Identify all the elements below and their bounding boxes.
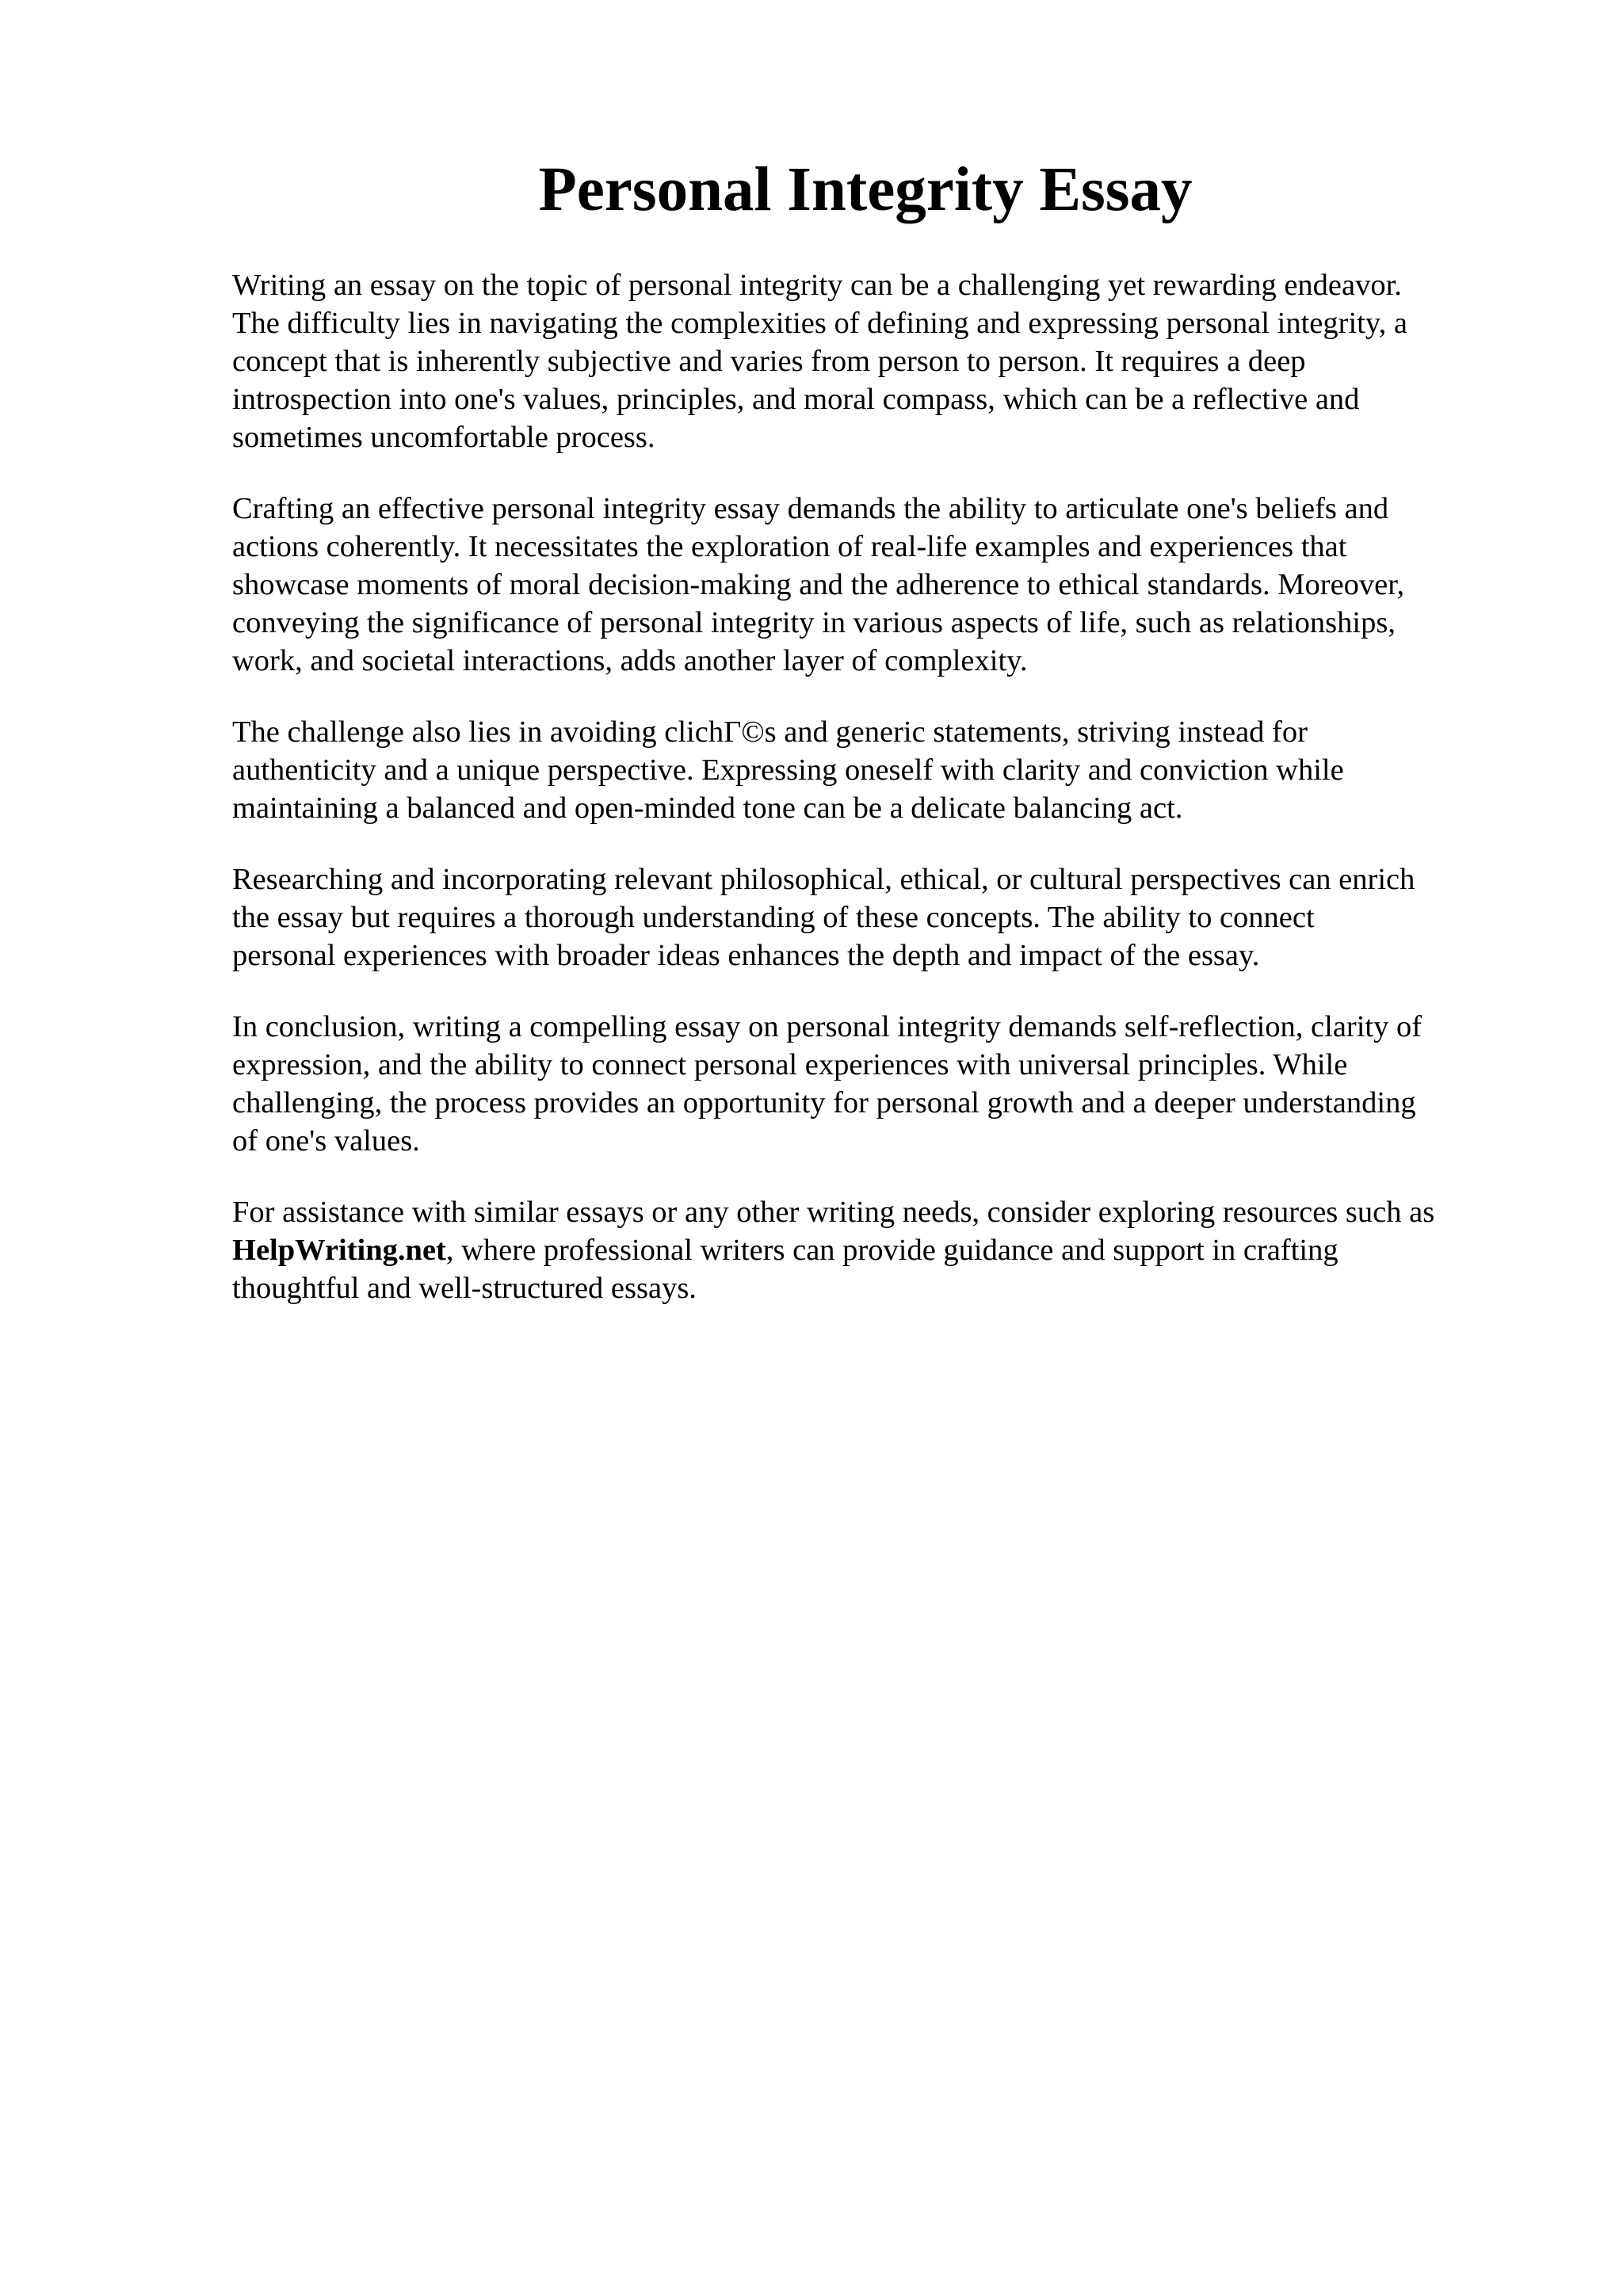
text-line: concept that is inherently subjective and varies from person to person. It requires a deep — [232, 345, 1306, 378]
text-line: conveying the significance of personal integrity in various aspects of life, such as relationships, — [232, 606, 1396, 639]
text-line: the essay but requires a thorough understanding of these concepts. The ability to connect — [232, 901, 1315, 934]
text-line: introspection into one's values, principles, and moral compass, which can be a reflective and — [232, 383, 1360, 416]
text-line: sometimes uncomfortable process. — [232, 421, 655, 454]
text-line: The challenge also lies in avoiding clichΓ©s and generic statements, striving instead for — [232, 715, 1308, 749]
text-line: expression, and the ability to connect personal experiences with universal principles. While — [232, 1048, 1348, 1081]
text-line: personal experiences with broader ideas enhances the depth and impact of the essay. — [232, 939, 1260, 972]
document-body — [232, 266, 1532, 1341]
paragraph-4 — [232, 860, 1532, 974]
paragraph-5 — [232, 1008, 1532, 1160]
text-line: thoughtful and well-structured essays. — [232, 1272, 697, 1305]
text-line: For assistance with similar essays or any other writing needs, consider exploring resources such as — [232, 1196, 1435, 1229]
text-line — [232, 1231, 1532, 1269]
closing-paragraph — [232, 1193, 1532, 1307]
text-line: Writing an essay on the topic of personal integrity can be a challenging yet rewarding endeavor. — [232, 269, 1402, 302]
paragraph-2 — [232, 490, 1532, 680]
text-line: showcase moments of moral decision-making and the adherence to ethical standards. Moreover, — [232, 568, 1405, 601]
text-line: challenging, the process provides an opportunity for personal growth and a deeper understanding — [232, 1086, 1416, 1119]
text-line: actions coherently. It necessitates the exploration of real-life examples and experiences that — [232, 530, 1347, 563]
paragraph-1 — [232, 266, 1532, 456]
text-line: Crafting an effective personal integrity essay demands the ability to articulate one's beliefs and — [232, 492, 1389, 525]
text-line: authenticity and a unique perspective. Expressing oneself with clarity and conviction while — [232, 753, 1344, 787]
text-line: Researching and incorporating relevant philosophical, ethical, or cultural perspectives can enrich — [232, 863, 1415, 896]
text-line: of one's values. — [232, 1124, 420, 1158]
text-line: work, and societal interactions, adds another layer of complexity. — [232, 644, 1028, 677]
text-line: In conclusion, writing a compelling essay on personal integrity demands self-reflection, clarity of — [232, 1010, 1423, 1043]
helpwriting-brand-name: HelpWriting.net — [232, 1234, 446, 1267]
closing-line-2-text: , where professional writers can provide guidance and support in crafting — [445, 1234, 1338, 1267]
text-line: The difficulty lies in navigating the complexities of defining and expressing personal integrity, a — [232, 307, 1407, 340]
document-title: Personal Integrity Essay — [538, 155, 1193, 224]
text-line: maintaining a balanced and open-minded tone can be a delicate balancing act. — [232, 791, 1183, 825]
paragraph-3 — [232, 713, 1532, 827]
